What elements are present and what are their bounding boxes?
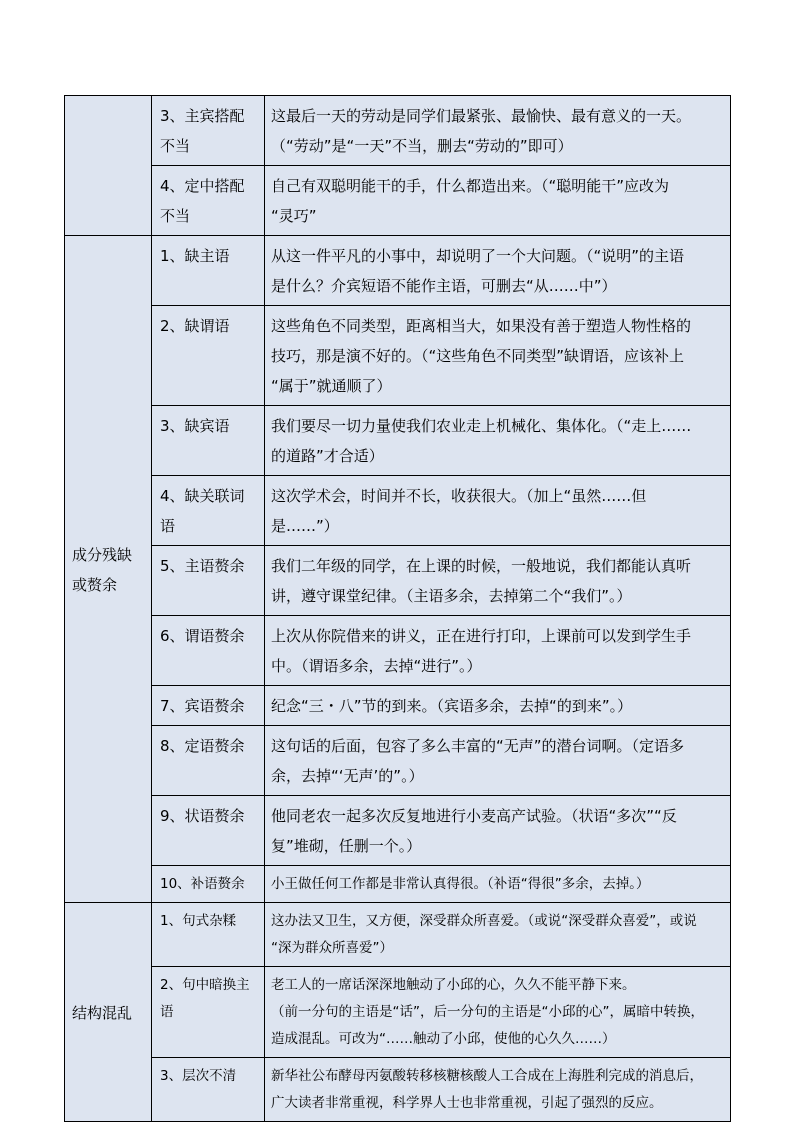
subtype-cell: 2、句中暗换主语 bbox=[152, 967, 265, 1058]
example-line: 是什么？介宾短语不能作主语，可删去“从……中”） bbox=[271, 277, 617, 295]
subtype-cell: 5、主语赘余 bbox=[152, 546, 265, 616]
table-row bbox=[65, 903, 731, 967]
example-line: 广大读者非常重视，科学界人士也非常重视，引起了强烈的反应。 bbox=[271, 1095, 663, 1111]
example-line: 从这一件平凡的小事中，却说明了一个大问题。（“说明”的主语 bbox=[271, 247, 685, 265]
example-cell bbox=[265, 866, 731, 903]
subtype-cell: 8、定语赘余 bbox=[152, 726, 265, 796]
example-line: 纪念“三・八”节的到来。（宾语多余，去掉“的到来”。） bbox=[271, 697, 633, 715]
example-line: “灵巧” bbox=[271, 207, 317, 225]
example-line: 自己有双聪明能干的手，什么都造出来。（“聪明能干”应改为 bbox=[271, 177, 670, 195]
example-cell bbox=[265, 903, 731, 967]
subtype-cell: 4、定中搭配不当 bbox=[152, 166, 265, 236]
subtype-cell: 4、缺关联词语 bbox=[152, 476, 265, 546]
example-line: 上次从你院借来的讲义，正在进行打印，上课前可以发到学生手 bbox=[271, 627, 692, 645]
subtype-cell: 9、状语赘余 bbox=[152, 796, 265, 866]
example-line: （前一分句的主语是“话”，后一分句的主语是“小邱的心”，属暗中转换， bbox=[271, 1004, 704, 1020]
example-cell bbox=[265, 476, 731, 546]
example-line: 我们要尽一切力量使我们农业走上机械化、集体化。（“走上…… bbox=[271, 417, 692, 435]
category-cell bbox=[65, 96, 152, 236]
table-row bbox=[65, 166, 731, 236]
example-line: 小王做任何工作都是非常认真得很。（补语“得很”多余，去掉。） bbox=[271, 876, 650, 892]
subtype-cell: 6、谓语赘余 bbox=[152, 616, 265, 686]
example-line: 新华社公布酵母丙氨酸转移核糖核酸人工合成在上海胜利完成的消息后， bbox=[271, 1068, 703, 1084]
example-line: 余，去掉“‘无声’的”。） bbox=[271, 767, 424, 785]
example-line: 这最后一天的劳动是同学们最紧张、最愉快、最有意义的一天。 bbox=[271, 107, 692, 125]
example-cell bbox=[265, 166, 731, 236]
category-cell: 结构混乱 bbox=[65, 903, 152, 1122]
example-line: 老工人的一席话深深地触动了小邱的心，久久不能平静下来。 bbox=[271, 977, 636, 993]
table-row bbox=[65, 406, 731, 476]
example-cell bbox=[265, 726, 731, 796]
table-row bbox=[65, 686, 731, 726]
example-cell bbox=[265, 546, 731, 616]
subtype-cell: 10、补语赘余 bbox=[152, 866, 265, 903]
example-line: 讲，遵守课堂纪律。（主语多余，去掉第二个“我们”。） bbox=[271, 587, 632, 605]
example-line: （“劳动”是“一天”不当，删去“劳动的”即可） bbox=[271, 137, 573, 155]
table-row bbox=[65, 306, 731, 406]
example-line: 技巧，那是演不好的。（“这些角色不同类型”缺谓语，应该补上 bbox=[271, 347, 685, 365]
example-cell bbox=[265, 796, 731, 866]
example-cell bbox=[265, 967, 731, 1058]
example-cell bbox=[265, 1058, 731, 1122]
example-line: “深为群众所喜爱”） bbox=[271, 940, 393, 956]
category-cell: 成分残缺或赘余 bbox=[65, 236, 152, 903]
subtype-cell: 3、主宾搭配不当 bbox=[152, 96, 265, 166]
example-cell bbox=[265, 686, 731, 726]
table-row bbox=[65, 616, 731, 686]
table-row bbox=[65, 96, 731, 166]
example-line: “属于”就通顺了） bbox=[271, 377, 392, 395]
example-line: 这句话的后面，包容了多么丰富的“无声”的潜台词啊。（定语多 bbox=[271, 737, 685, 755]
example-cell bbox=[265, 306, 731, 406]
example-line: 这些角色不同类型，距离相当大，如果没有善于塑造人物性格的 bbox=[271, 317, 692, 335]
example-line: 我们二年级的同学，在上课的时候，一般地说，我们都能认真听 bbox=[271, 557, 692, 575]
table-row bbox=[65, 546, 731, 616]
example-line: 他同老农一起多次反复地进行小麦高产试验。（状语“多次”“反 bbox=[271, 807, 677, 825]
grammar-error-table bbox=[64, 95, 731, 1122]
table-row bbox=[65, 796, 731, 866]
example-line: 中。（谓语多余，去掉“进行”。） bbox=[271, 657, 482, 675]
example-cell bbox=[265, 406, 731, 476]
table-row bbox=[65, 1058, 731, 1122]
example-line: 这办法又卫生，又方便，深受群众所喜爱。（或说“深受群众喜爱”，或说 bbox=[271, 913, 697, 929]
table-row bbox=[65, 866, 731, 903]
subtype-cell: 1、句式杂糅 bbox=[152, 903, 265, 967]
table-row bbox=[65, 476, 731, 546]
table-row bbox=[65, 236, 731, 306]
subtype-cell: 2、缺谓语 bbox=[152, 306, 265, 406]
example-line: 复”堆砌，任删一个。） bbox=[271, 837, 422, 855]
table-row bbox=[65, 967, 731, 1058]
example-line: 的道路”才合适） bbox=[271, 447, 384, 465]
table-row bbox=[65, 726, 731, 796]
example-line: 造成混乱。可改为“……触动了小邱，使他的心久久……） bbox=[271, 1031, 616, 1047]
example-line: 这次学术会，时间并不长，收获很大。（加上“虽然……但 bbox=[271, 487, 647, 505]
subtype-cell: 7、宾语赘余 bbox=[152, 686, 265, 726]
example-line: 是……”） bbox=[271, 517, 339, 535]
example-cell bbox=[265, 616, 731, 686]
subtype-cell: 3、缺宾语 bbox=[152, 406, 265, 476]
example-cell bbox=[265, 236, 731, 306]
subtype-cell: 3、层次不清 bbox=[152, 1058, 265, 1122]
example-cell bbox=[265, 96, 731, 166]
subtype-cell: 1、缺主语 bbox=[152, 236, 265, 306]
